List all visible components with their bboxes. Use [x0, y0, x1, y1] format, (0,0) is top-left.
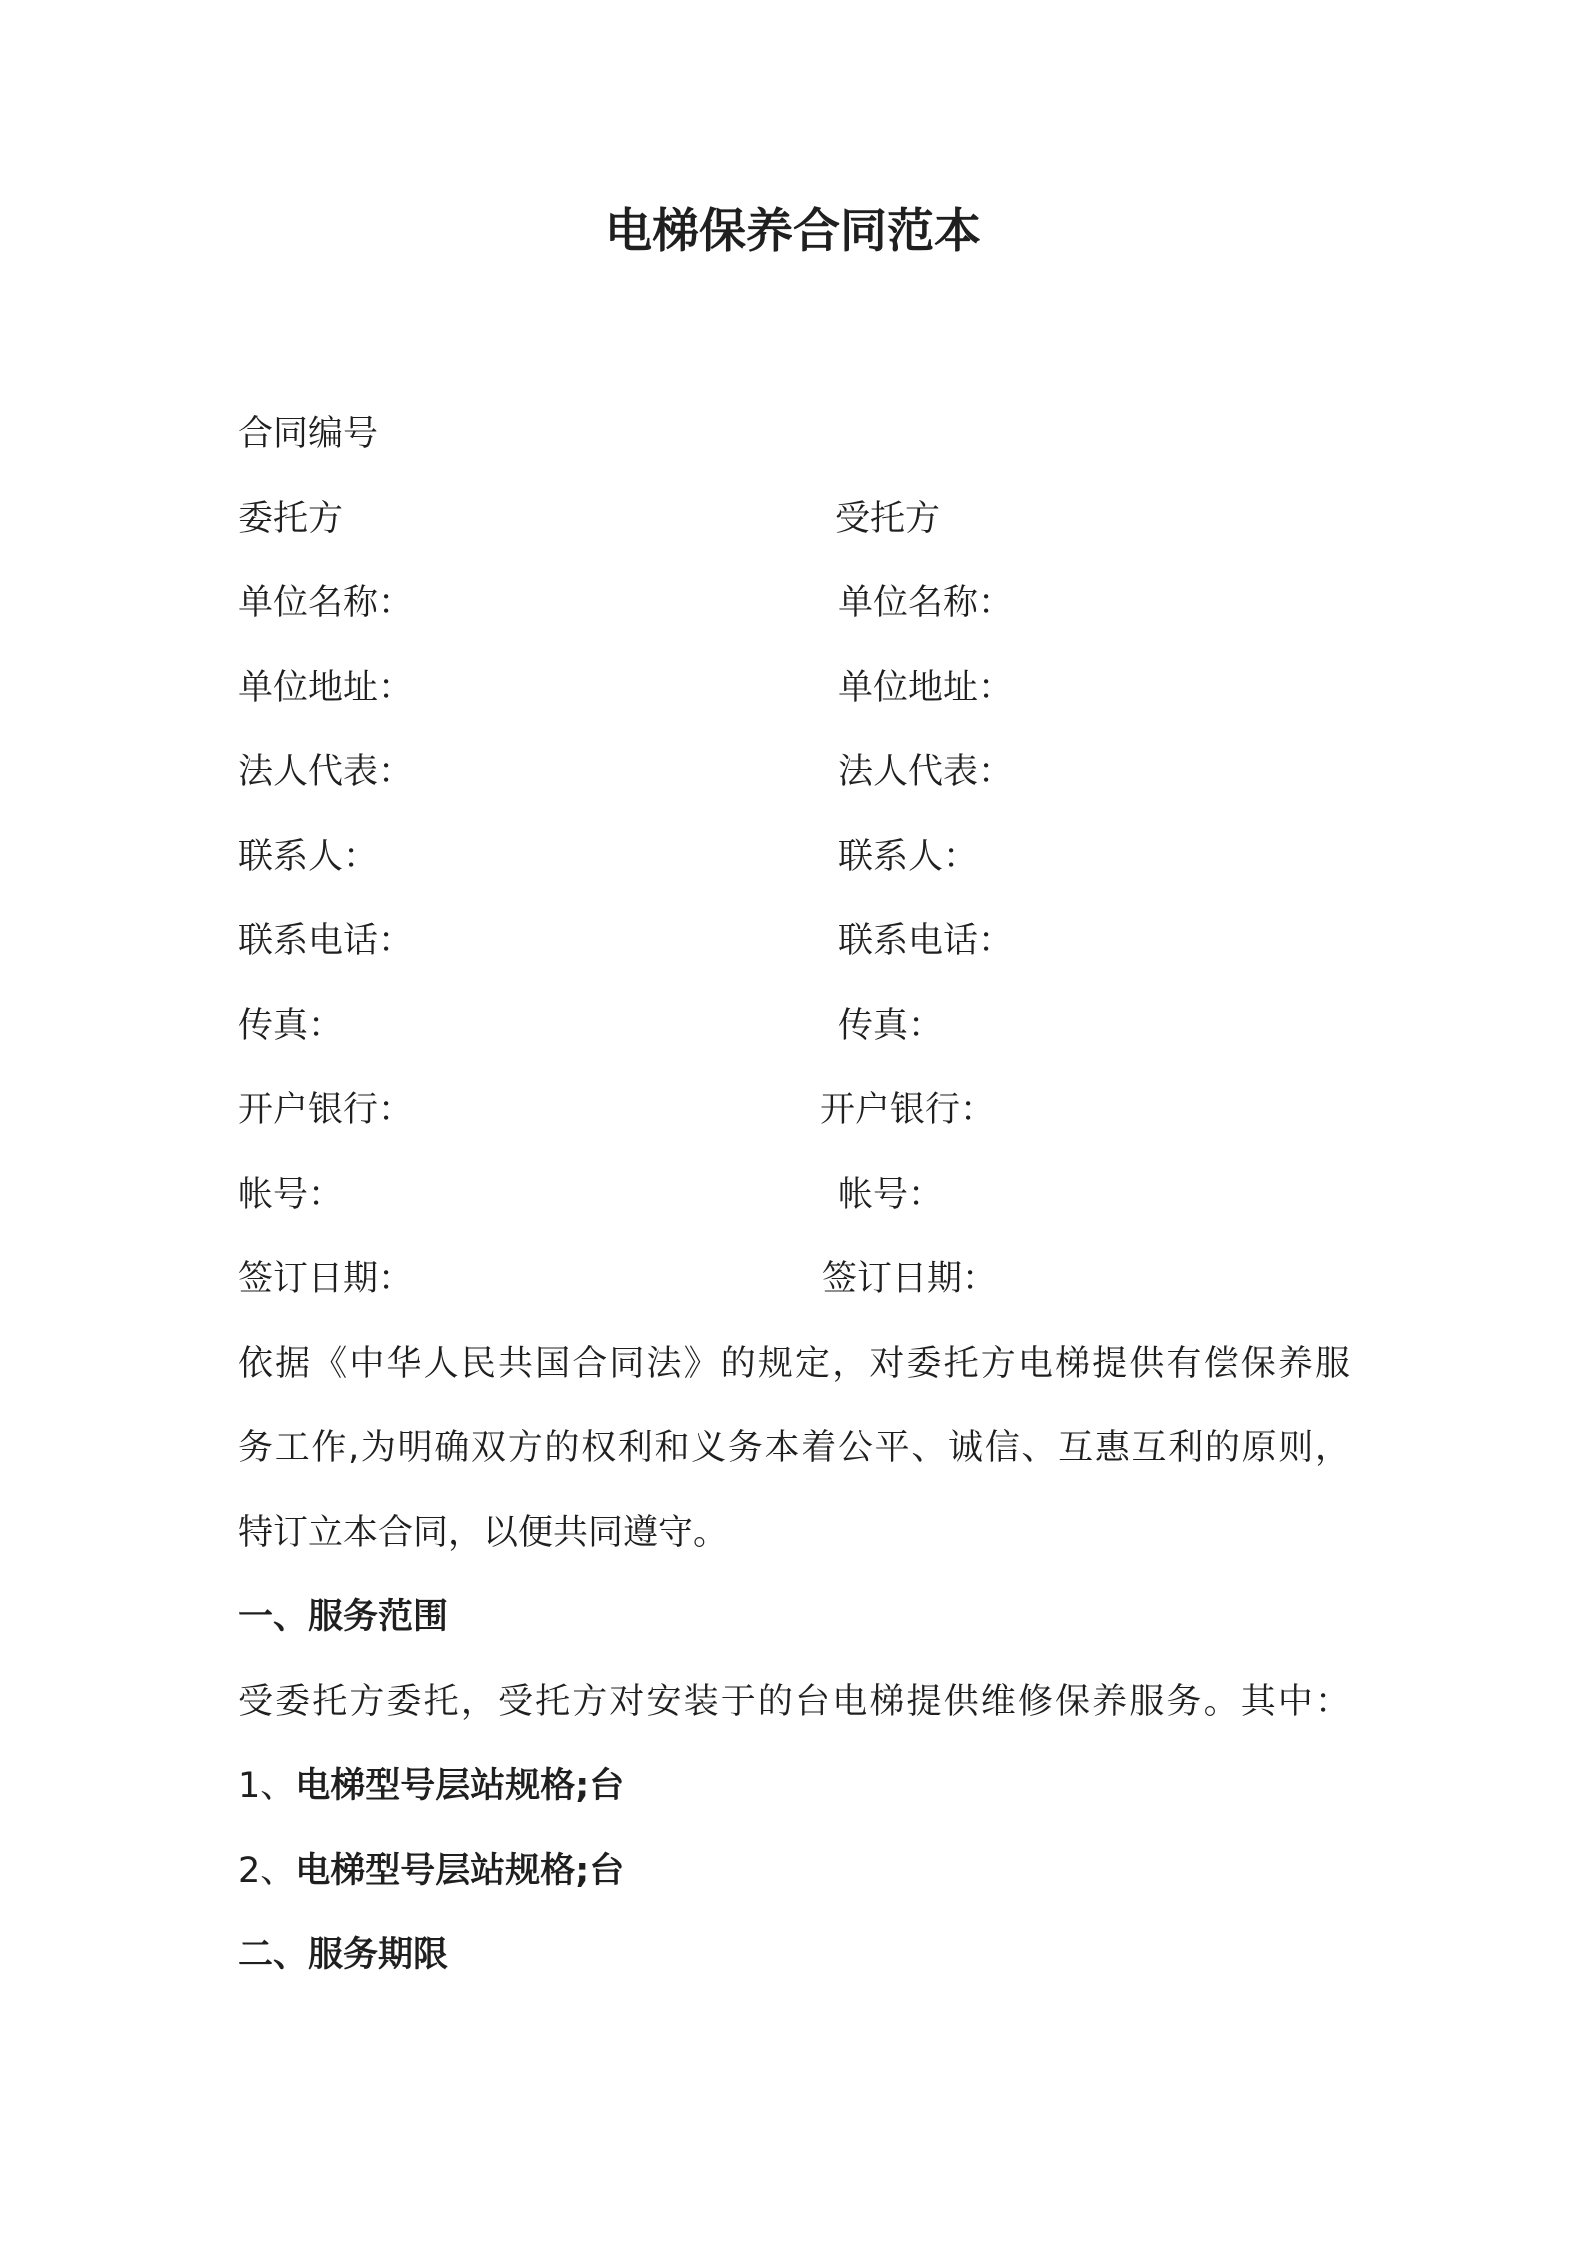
client-signing-date-label: 签订日期： [238, 1259, 414, 1299]
field-row-signing-date [238, 1237, 1350, 1322]
contractor-fax-label: 传真： [838, 1005, 944, 1046]
client-unit-name-label: 单位名称： [238, 583, 414, 623]
service-scope-intro: 受委托方委托，受托方对安装于的台电梯提供维修保养服务。其中： [238, 1681, 1350, 1722]
field-row-unit-name [238, 561, 1350, 646]
contract-number-label: 合同编号 [238, 414, 379, 454]
contractor-legal-representative-label: 法人代表： [838, 752, 1014, 792]
contractor-unit-address-label: 单位地址： [838, 667, 1014, 708]
contractor-signing-date-label: 签订日期： [822, 1259, 998, 1299]
contractor-unit-name-label: 单位名称： [838, 583, 1014, 623]
client-account-number-label: 帐号： [238, 1174, 344, 1215]
client-legal-representative-label: 法人代表： [238, 752, 414, 792]
contractor-party-header: 受托方 [835, 498, 941, 539]
contractor-bank-label: 开户银行： [820, 1090, 996, 1130]
preamble-line-3: 特订立本合同，以便共同遵守。 [238, 1512, 729, 1553]
document-body [238, 392, 1350, 1998]
client-unit-address-label: 单位地址： [238, 667, 414, 708]
preamble-line-2: 务工作,为明确双方的权利和义务本着公平、诚信、互惠互利的原则， [238, 1428, 1350, 1468]
field-row-account-number [238, 1153, 1350, 1238]
client-fax-label: 传真： [238, 1005, 344, 1046]
client-contact-phone-label: 联系电话： [238, 921, 414, 961]
elevator-spec-item-2-number: 2、 [238, 1850, 296, 1891]
field-row-contact-person [238, 815, 1350, 900]
elevator-spec-item-1-text: 电梯型号层站规格;台 [295, 1766, 625, 1806]
field-row-legal-representative [238, 730, 1350, 815]
party-headers-row [238, 477, 1350, 562]
field-row-bank [238, 1068, 1350, 1153]
document-title: 电梯保养合同范本 [605, 204, 981, 259]
section-heading-service-scope: 一、服务范围 [238, 1597, 449, 1637]
elevator-spec-item-2 [238, 1829, 1350, 1914]
contractor-account-number-label: 帐号： [838, 1174, 944, 1215]
elevator-spec-item-2-text: 电梯型号层站规格;台 [295, 1850, 625, 1891]
elevator-spec-item-1 [238, 1744, 1350, 1829]
client-contact-person-label: 联系人： [238, 836, 379, 877]
field-row-fax [238, 984, 1350, 1069]
client-party-header: 委托方 [238, 498, 344, 539]
elevator-spec-item-1-number: 1、 [238, 1766, 296, 1806]
client-bank-label: 开户银行： [238, 1090, 414, 1130]
field-row-unit-address [238, 646, 1350, 731]
field-row-contact-phone [238, 899, 1350, 984]
section-heading-service-term: 二、服务期限 [238, 1935, 449, 1975]
contractor-contact-person-label: 联系人： [838, 836, 979, 877]
contractor-contact-phone-label: 联系电话： [838, 921, 1014, 961]
preamble-line-1: 依据《中华人民共国合同法》的规定，对委托方电梯提供有偿保养服 [238, 1343, 1350, 1384]
